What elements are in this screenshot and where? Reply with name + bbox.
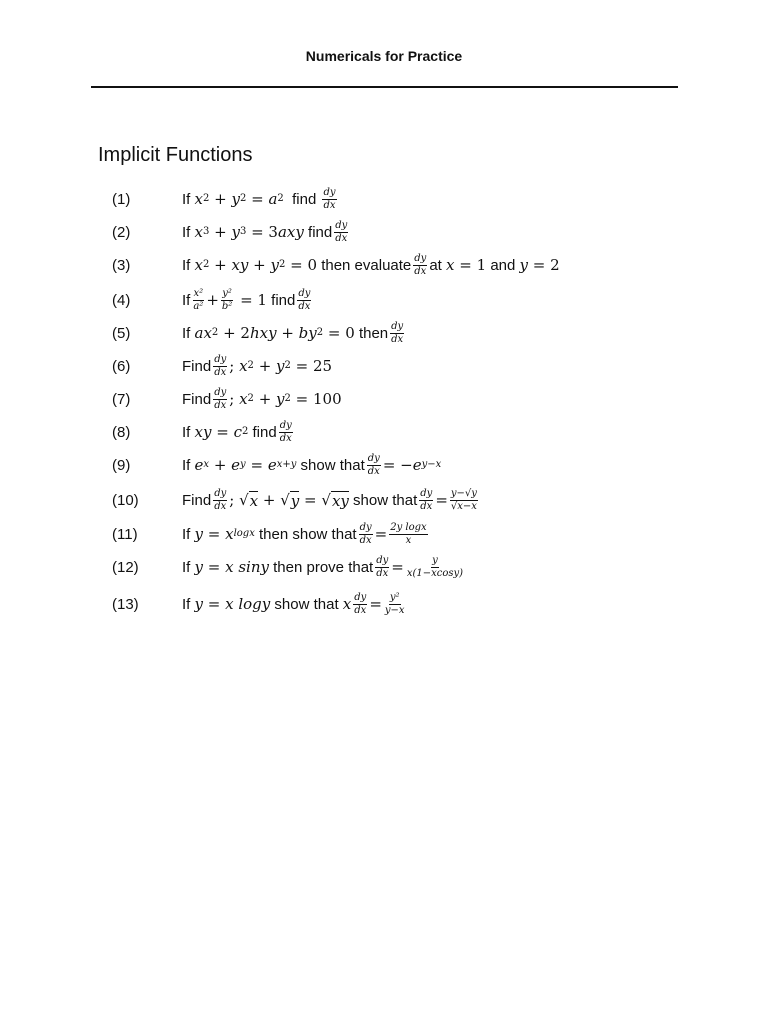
problem-number: (6) [112,357,131,375]
problem-expression: If ax 2 + 2 hxy + by 2 = 0 then $\frac{dy}{dx}$ [182,320,404,345]
problem-13 [0,587,768,621]
problem-5 [0,316,768,350]
page-title: Numericals for Practice [305,48,463,64]
problem-1 [0,182,768,216]
problem-expression: If y = x logx then show that $\frac{dy}{dx}$ = $\frac{\text{2y logx}}{x}$ [182,521,427,546]
problem-number: (12) [112,558,139,576]
problem-expression: If x 2 + xy + y 2 = 0 then evaluate $\frac{dy}{dx}$ at x = 1 and y = 2 [182,252,560,277]
problem-11 [0,517,768,551]
problem-number: (5) [112,324,131,342]
problem-3 [0,248,768,282]
problem-number: (3) [112,256,131,274]
problem-expression: Find $\frac{dy}{dx}$ ; √ x + √ y = √ xy show that $\frac{dy}{dx}$ = $\frac{y-√y}{√x-x}$ [182,487,477,512]
problem-expression: If x 3 + y 3 = 3 axy find $\frac{dy}{dx}$ [182,219,348,244]
problem-expression: If x 2 + y 2 = a 2 find $\frac{dy}{dx}$ [182,186,336,211]
problem-number: (1) [112,190,131,208]
problem-expression: If y = x logy show that x $\frac{dy}{dx}$ = $\frac{\text{y²}}{y-x}$ [182,591,405,616]
problem-number: (9) [112,456,131,474]
problem-number: (7) [112,390,131,408]
problem-number: (8) [112,423,131,441]
title-underline [91,86,678,88]
problem-number: (13) [112,595,139,613]
problem-12 [0,550,768,584]
problem-number: (2) [112,223,131,241]
problem-expression: If xy = c 2 find $\frac{dy}{dx}$ [182,419,292,444]
problem-expression: Find $\frac{dy}{dx}$ ; x 2 + y 2 = 100 [182,386,342,411]
problem-number: (10) [112,491,139,509]
problem-8 [0,415,768,449]
problem-10 [0,483,768,517]
problem-expression: Find $\frac{dy}{dx}$ ; x 2 + y 2 = 25 [182,353,333,378]
problem-expression: If $\frac{\text{x²}}{\text{a²}}$ + $\frac{\text{y²}}{\text{b²}}$ = 1 find $\frac{dy}{dx}$ [182,287,311,312]
problem-6 [0,349,768,383]
problem-2 [0,215,768,249]
problem-expression: If y = x siny then prove that $\frac{dy}{dx}$ = $\frac{y}{x(1-xcosy)}$ [182,554,464,579]
problem-expression: If e x + e y = e x+y show that $\frac{dy}{dx}$ = − e y−x [182,452,442,477]
problem-7 [0,382,768,416]
section-heading: Implicit Functions [98,144,253,166]
problem-number: (11) [112,525,138,543]
problem-4 [0,283,768,317]
problem-number: (4) [112,291,131,309]
problem-9 [0,448,768,482]
